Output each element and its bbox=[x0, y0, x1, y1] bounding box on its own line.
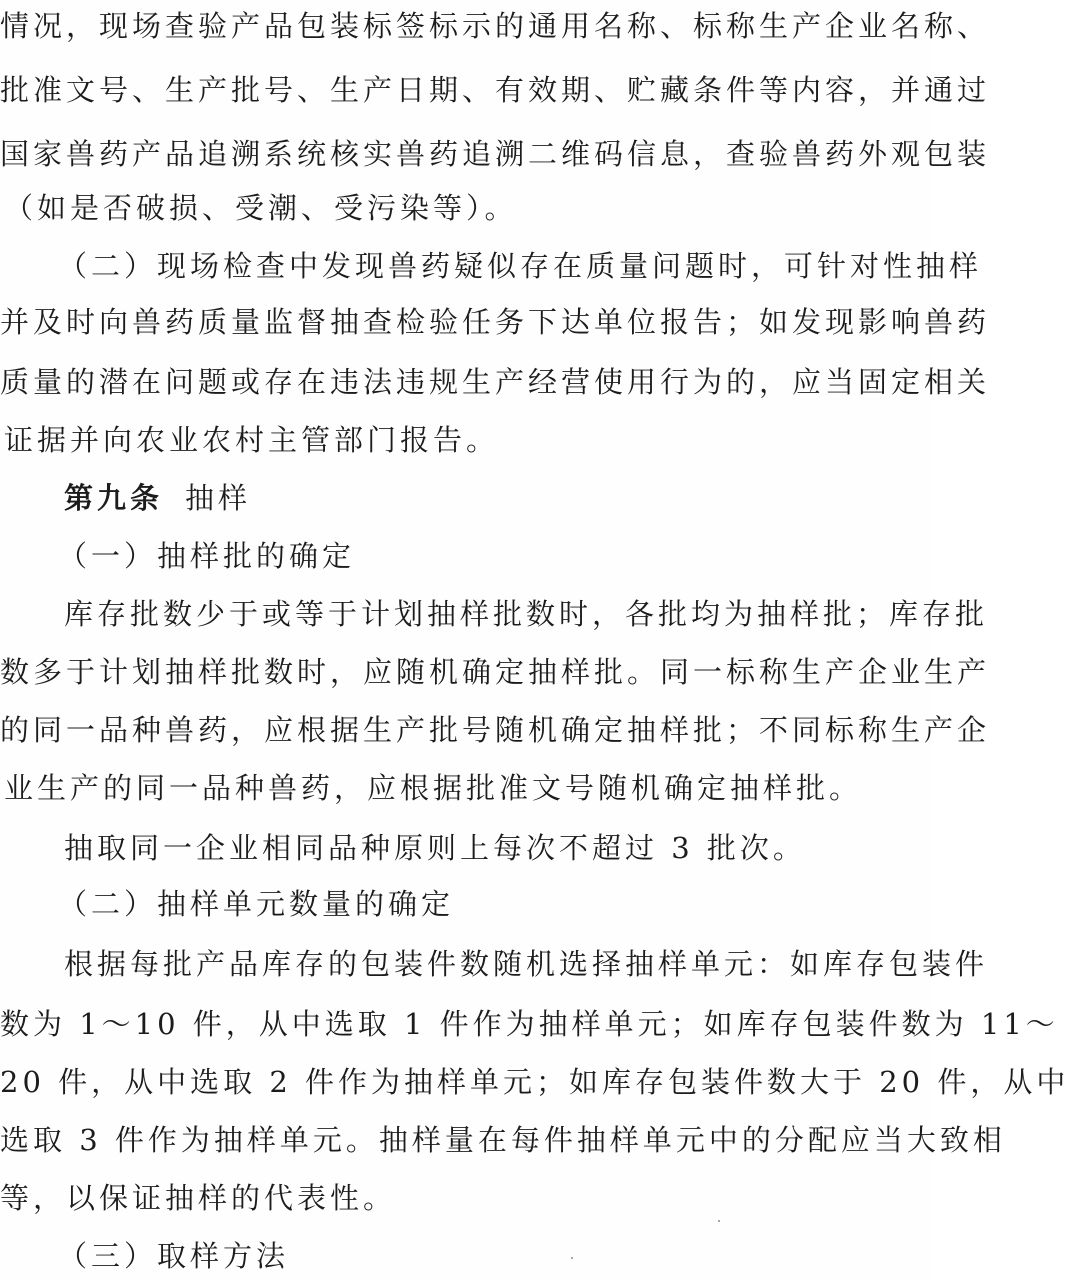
para3-line-2: 数多于计划抽样批数时，应随机确定抽样批。同一标称生产企业生产 bbox=[0, 655, 991, 689]
para3-line-4: 业生产的同一品种兽药，应根据批准文号随机确定抽样批。 bbox=[4, 771, 863, 805]
para2-line-2: 并及时向兽药质量监督抽查检验任务下达单位报告；如发现影响兽药 bbox=[0, 305, 991, 339]
subsection-1-title: （一）抽样批的确定 bbox=[58, 539, 356, 573]
para3-line-3: 的同一品种兽药，应根据生产批号随机确定抽样批；不同标称生产企 bbox=[0, 713, 991, 747]
para1-line-1: 情况，现场查验产品包装标签标示的通用名称、标称生产企业名称、 bbox=[0, 9, 991, 43]
para5-line-3: 20 件，从中选取 2 件作为抽样单元；如库存包装件数大于 20 件，从中 bbox=[0, 1065, 1069, 1099]
para1-line-2: 批准文号、生产批号、生产日期、有效期、贮藏条件等内容，并通过 bbox=[0, 73, 991, 107]
para5-line-1: 根据每批产品库存的包装件数随机选择抽样单元：如库存包装件 bbox=[64, 947, 989, 981]
para5-line-2: 数为 1～10 件，从中选取 1 件作为抽样单元；如库存包装件数为 11～ bbox=[0, 1007, 1059, 1041]
scan-speck bbox=[571, 1257, 573, 1259]
article-number: 第九条 bbox=[64, 481, 164, 515]
para1-line-4: （如是否破损、受潮、受污染等）。 bbox=[4, 191, 518, 225]
para1-line-3: 国家兽药产品追溯系统核实兽药追溯二维码信息，查验兽药外观包装 bbox=[0, 137, 991, 171]
scan-speck bbox=[718, 1220, 720, 1222]
para5-line-5: 等，以保证抽样的代表性。 bbox=[0, 1181, 397, 1215]
para3-line-1: 库存批数少于或等于计划抽样批数时，各批均为抽样批；库存批 bbox=[64, 597, 989, 631]
para2-line-3: 质量的潜在问题或存在违法违规生产经营使用行为的，应当固定相关 bbox=[0, 365, 991, 399]
subsection-3-title: （三）取样方法 bbox=[58, 1239, 290, 1273]
para5-line-4: 选取 3 件作为抽样单元。抽样量在每件抽样单元中的分配应当大致相 bbox=[0, 1123, 1006, 1157]
para2-line-1: （二）现场检查中发现兽药疑似存在质量问题时，可针对性抽样 bbox=[58, 249, 983, 283]
para2-line-4: 证据并向农业农村主管部门报告。 bbox=[4, 423, 500, 457]
article-heading bbox=[64, 478, 251, 518]
subsection-2-title: （二）抽样单元数量的确定 bbox=[58, 887, 455, 921]
para4-text: 抽取同一企业相同品种原则上每次不超过 3 批次。 bbox=[64, 831, 806, 865]
article-title: 抽样 bbox=[185, 481, 252, 515]
